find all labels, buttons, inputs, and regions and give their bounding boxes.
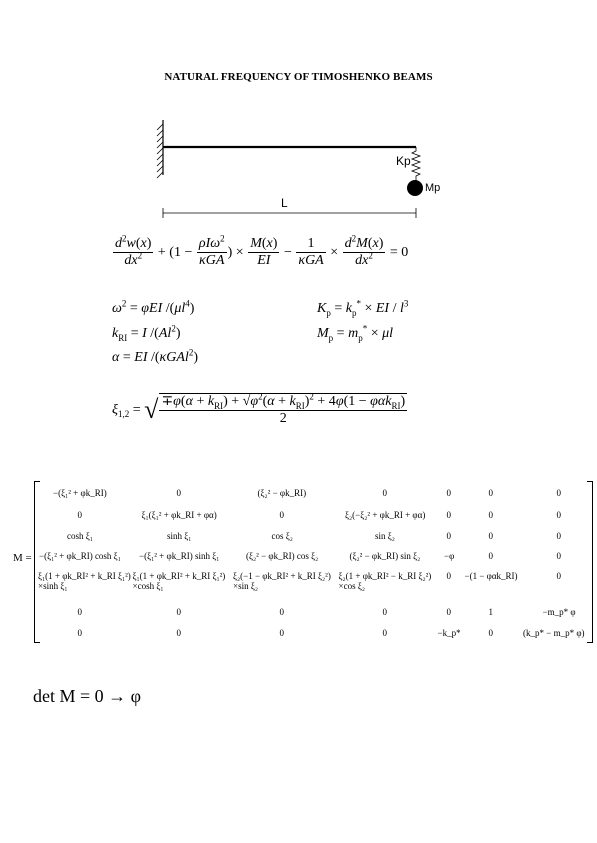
matrix-cell-r1-c4: 0 (382, 488, 387, 498)
matrix-right-bracket (587, 481, 593, 643)
matrix-cell-r1-c7: 0 (556, 488, 561, 498)
matrix-cell-r6-c2: 0 (176, 607, 181, 617)
governing-equation: $\frac{d^2w(x)}{dx^2}$ + (1 − $\frac{\rho I\omega^2}{\text{κGA}}$ ) × $\frac{M(x)}{EI}$ − $\frac{1}{\text{κGA}}$ × $\frac{d^2M(x)}{dx^2}$ = 0 (115, 233, 409, 269)
matrix-cell-r6-c1: 0 (77, 607, 82, 617)
matrix-cell-r2-c3: 0 (279, 510, 284, 520)
matrix-cell-r3-c5: 0 (446, 531, 451, 541)
kp-equation: $K_p = k_p^*$ × EI / $l^3$ (317, 298, 409, 318)
matrix-cell-r5-c1: ξ₁(1 + φk_RI² + k_RI ξ₁²) ×sinh ξ₁ (38, 571, 131, 591)
length-label: L (281, 196, 288, 210)
matrix-cell-r2-c6: 0 (488, 510, 493, 520)
matrix-cell-r7-c5: −k_p* (437, 628, 461, 638)
matrix-cell-r2-c7: 0 (556, 510, 561, 520)
matrix-cell-r2-c4: ξ₂(−ξ₂² + φk_RI + φα) (345, 510, 426, 520)
matrix-cell-r3-c2: sinh ξ₁ (167, 531, 192, 541)
matrix-cell-r5-c2: ξ₁(1 + φk_RI² + k_RI ξ₁²) ×cosh ξ₁ (132, 571, 226, 591)
matrix-cell-r2-c1: 0 (77, 510, 82, 520)
matrix-cell-r6-c6: 1 (488, 607, 493, 617)
matrix-cell-r5-c7: 0 (556, 571, 561, 581)
matrix-cell-r4-c6: 0 (488, 551, 493, 561)
matrix-cell-r5-c4: ξ₂(1 + φk_RI² − k_RI ξ₂²) ×cos ξ₂ (338, 571, 432, 591)
matrix-cell-r6-c3: 0 (279, 607, 284, 617)
end-mass (407, 180, 423, 196)
matrix-cell-r3-c1: cosh ξ₁ (67, 531, 93, 541)
matrix-cell-r1-c5: 0 (446, 488, 451, 498)
matrix-cell-r3-c7: 0 (556, 531, 561, 541)
matrix-cell-r7-c6: 0 (488, 628, 493, 638)
mp-equation: $M_p = m_p^* \times \mu l$ (317, 323, 394, 343)
matrix-cell-r5-c3: ξ₂(−1 − φk_RI² + k_RI ξ₂²) ×sin ξ₂ (233, 571, 331, 591)
kp-label: Kp (396, 154, 411, 168)
matrix-cell-r4-c3: (ξ₂² − φk_RI) cos ξ₂ (246, 551, 319, 561)
omega-equation: $\omega^2 = \varphi EI$ $/(\mu l^4)$ (112, 298, 195, 316)
determinant-condition: det M = 0 → φ (33, 686, 142, 706)
matrix-cell-r4-c5: −φ (444, 551, 455, 561)
matrix-cell-r1-c6: 0 (488, 488, 493, 498)
matrix-cell-r2-c5: 0 (446, 510, 451, 520)
matrix-cell-r7-c4: 0 (382, 628, 387, 638)
matrix-cell-r1-c1: −(ξ₁² + φk_RI) (53, 488, 107, 498)
matrix-cell-r4-c7: 0 (556, 551, 561, 561)
matrix-left-bracket (34, 481, 40, 643)
mp-label: Mp (425, 182, 441, 194)
matrix-cell-r2-c2: ξ₁(ξ₁² + φk_RI + φα) (141, 510, 217, 520)
matrix-cell-r5-c6: −(1 − φαk_RI) (464, 571, 518, 581)
matrix-cell-r4-c4: (ξ₂² − φk_RI) sin ξ₂ (349, 551, 421, 561)
alpha-equation: α = EI /(κGAl$^2$) (112, 347, 198, 365)
matrix-cell-r3-c6: 0 (488, 531, 493, 541)
wall-hatch (157, 124, 163, 178)
xi-equation: $\xi_{1,2}$ = √ $\frac{\mp\varphi(\alpha + k_{RI}) + √\varphi^2(\alpha + k_{RI})^2 + 4\varphi(1 - \varphi\alpha k_{RI})}{2}$ (112, 391, 406, 427)
matrix-cell-r6-c4: 0 (382, 607, 387, 617)
matrix-cell-r6-c5: 0 (446, 607, 451, 617)
matrix-cell-r4-c2: −(ξ₁² + φk_RI) sinh ξ₁ (139, 551, 220, 561)
matrix-cell-r4-c1: −(ξ₁² + φk_RI) cosh ξ₁ (39, 551, 121, 561)
matrix-cell-r3-c3: cos ξ₂ (271, 531, 293, 541)
beam-diagram (0, 0, 597, 230)
matrix-cell-r7-c1: 0 (77, 628, 82, 638)
spring (412, 147, 420, 181)
matrix-cell-r6-c7: −m_p* φ (542, 607, 576, 617)
matrix-cell-r7-c7: (k_p* − m_p* φ) (523, 628, 585, 638)
matrix-cell-r1-c3: (ξ₂² − φk_RI) (257, 488, 307, 498)
matrix-cell-r1-c2: 0 (176, 488, 181, 498)
matrix-label: M = (13, 552, 32, 564)
matrix-cell-r3-c4: sin ξ₂ (375, 531, 395, 541)
kri-equation: $k_{RI} = I$ /(Al$^2$) (112, 323, 181, 343)
page-title: NATURAL FREQUENCY OF TIMOSHENKO BEAMS (164, 71, 433, 83)
matrix-cell-r7-c2: 0 (176, 628, 181, 638)
matrix-cell-r5-c5: 0 (446, 571, 451, 581)
matrix-cell-r7-c3: 0 (279, 628, 284, 638)
